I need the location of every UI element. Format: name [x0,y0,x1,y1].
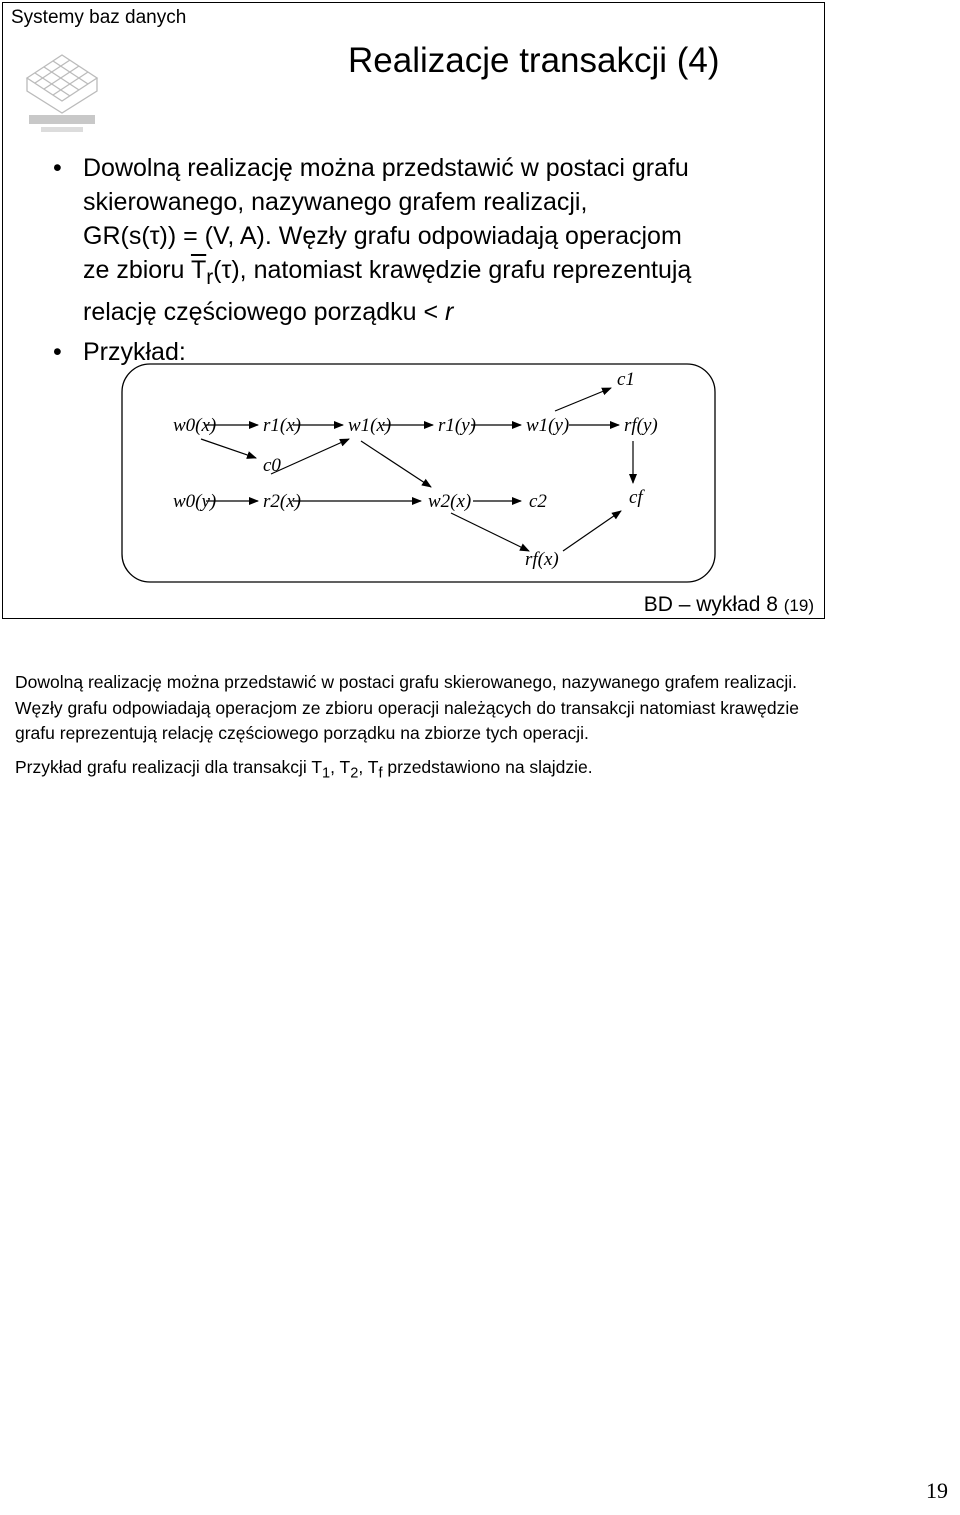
notes-sub: 2 [350,765,359,781]
overlined-T: $\overline{T}$ [190,256,207,284]
node-w0y: w0(y) [173,491,217,512]
node-c0: c0 [263,455,281,476]
example-label: Przykład: [83,338,186,366]
node-w1x: w1(x) [348,415,392,436]
slide-footer [644,593,814,617]
footer-page: (19) [783,596,814,615]
italic-r: r [445,298,454,326]
node-r1y: r1(y) [438,415,476,436]
edge-w1x-w2x [361,441,431,487]
bullet-line: GR(s(τ)) = (V, A). Węzły grafu odpowiadają operacjom [83,222,682,250]
notes-text: , T [358,756,379,777]
slide-title: Realizacje transakcji (4) [348,41,720,80]
bullet-dot-icon: • [53,338,62,366]
bullet-line: (τ), natomiast krawędzie grafu reprezentują [213,256,692,284]
subscript-r: r [206,266,214,289]
notes-paragraph-2 [15,755,820,787]
node-r1x: r1(x) [263,415,301,436]
bullet-dot-icon: • [53,154,62,182]
node-w2x: w2(x) [428,491,472,512]
bullet-list [53,151,813,369]
notes-paragraph-1: Dowolną realizację można przedstawić w postaci grafu skierowanego, nazywanego grafem realizacji. Węzły grafu odpowiadają operacjom ze zbioru operacji należących do transakcji natomiast krawędzie grafu reprezentują relację częściowego porządku na zbiorze tych operacji. [15,672,800,743]
node-cf: cf [629,487,643,508]
bullet-line: Dowolną realizację można przedstawić w postaci grafu [83,154,689,182]
node-rfy: rf(y) [624,415,658,436]
notes-text: , T [330,756,351,777]
node-r2x: r2(x) [263,491,301,512]
edge-rfx-cf [563,511,621,551]
lecture-notes [15,670,820,795]
node-rfx: rf(x) [525,549,559,570]
node-w0x: w0(x) [173,415,217,436]
realization-graph [121,361,716,586]
bullet-line: relację częściowego porządku < [83,298,445,326]
edge-w0x-c0 [201,439,256,458]
notes-text: przedstawiono na slajdzie. [382,756,593,777]
footer-label: BD – wykład 8 [643,593,778,616]
bullet-line: ze zbioru [83,256,191,284]
course-title: Systemy baz danych [11,7,187,28]
university-logo-icon [17,33,107,137]
graph-frame [122,364,715,582]
edge-c0-w1x [271,439,349,474]
notes-text: Przykład grafu realizacji dla transakcji T [15,756,323,777]
node-c1: c1 [617,369,635,390]
bullet-line: skierowanego, nazywanego grafem realizacji, [83,188,588,216]
notes-sub: 1 [322,765,331,781]
bullet-definition [53,151,813,329]
slide [2,2,825,619]
edge-w1y-c1 [555,388,611,411]
edge-w2x-rfx [451,513,529,551]
notes-sub: f [378,765,383,781]
page-number: 19 [926,1478,948,1503]
node-w1y: w1(y) [526,415,570,436]
node-c2: c2 [529,491,547,512]
